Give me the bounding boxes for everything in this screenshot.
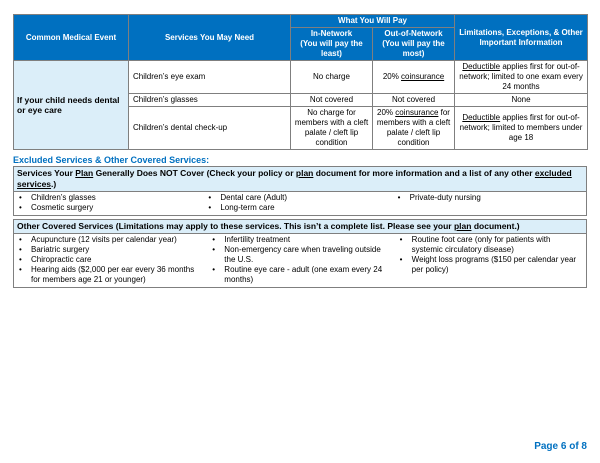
deductible-link[interactable]: Deductible [462, 113, 501, 122]
list-item: • Dental care (Adult) [206, 193, 395, 203]
service-cell: Children’s dental check-up [129, 107, 291, 150]
coinsurance-link[interactable]: coinsurance [401, 72, 445, 81]
deductible-link[interactable]: Deductible [462, 62, 501, 71]
col-header-limitations: Limitations, Exceptions, & Other Important Information [455, 15, 588, 61]
limitations-cell: Deductible applies first for out-of-network; limited to members under age 18 [455, 107, 588, 150]
not-covered-box [13, 166, 587, 216]
list-item: • Infertility treatment [210, 235, 391, 245]
list-item: • Non-emergency care when traveling outside the U.S. [210, 245, 391, 265]
col-header-event: Common Medical Event [14, 15, 129, 61]
other-covered-box [13, 219, 587, 288]
list-item: • Weight loss programs ($150 per calendar year per policy) [398, 255, 583, 275]
coinsurance-link[interactable]: coinsurance [395, 108, 439, 117]
out-network-cell: 20% coinsurance for members with a cleft palate / cleft lip condition [373, 107, 455, 150]
col-header-what-you-pay: What You Will Pay [291, 15, 455, 28]
col-header-services: Services You May Need [129, 15, 291, 61]
out-network-cell: Not covered [373, 94, 455, 107]
list-item: • Private-duty nursing [396, 193, 583, 203]
plan-link[interactable]: Plan [75, 168, 94, 178]
list-item: • Long-term care [206, 203, 395, 213]
page-number: Page 6 of 8 [534, 441, 587, 452]
other-covered-heading: Other Covered Services (Limitations may apply to these services. This isn’t a complete list. Please see your plan document.) [14, 220, 586, 234]
plan-link[interactable]: plan [453, 221, 472, 231]
not-covered-heading: Services Your Plan Generally Does NOT Cover (Check your policy or plan document for more information and a list of any other excluded services.) [14, 167, 586, 192]
medical-event-cell: If your child needs dental or eye care [14, 61, 129, 150]
list-item: • Cosmetic surgery [17, 203, 206, 213]
list-item: • Bariatric surgery [17, 245, 204, 255]
list-item: • Routine eye care - adult (one exam every 24 months) [210, 265, 391, 285]
col-header-out-network: Out-of-Network (You will pay the most) [373, 28, 455, 61]
list-item: • Chiropractic care [17, 255, 204, 265]
service-cell: Children’s eye exam [129, 61, 291, 94]
in-network-cell: No charge for members with a cleft palate / cleft lip condition [291, 107, 373, 150]
benefits-table [13, 14, 588, 150]
document-page [13, 14, 587, 288]
out-network-cell: 20% coinsurance [373, 61, 455, 94]
excluded-services-title: Excluded Services & Other Covered Services: [13, 155, 210, 165]
in-network-cell: No charge [291, 61, 373, 94]
list-item: • Routine foot care (only for patients with systemic circulatory disease) [398, 235, 583, 255]
limitations-cell: Deductible applies first for out-of-network; limited to one exam every 24 months [455, 61, 588, 94]
limitations-cell: None [455, 94, 588, 107]
service-cell: Children’s glasses [129, 94, 291, 107]
excluded-services-link[interactable]: excluded services [17, 168, 572, 189]
col-header-in-network: In-Network (You will pay the least) [291, 28, 373, 61]
list-item: • Children’s glasses [17, 193, 206, 203]
list-item: • Acupuncture (12 visits per calendar year) [17, 235, 204, 245]
plan-link[interactable]: plan [295, 168, 314, 178]
list-item: • Hearing aids ($2,000 per ear every 36 months for members age 21 or younger) [17, 265, 204, 285]
in-network-cell: Not covered [291, 94, 373, 107]
